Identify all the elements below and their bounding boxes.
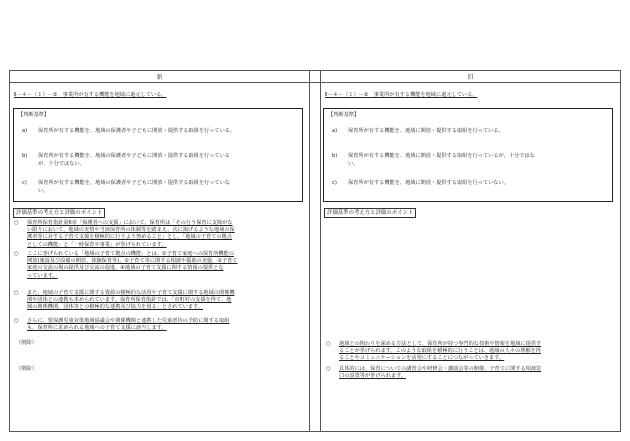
frame-mid-right — [320, 70, 321, 432]
old-criterion-b-text-2: い。 — [348, 161, 359, 167]
old-column-header: 旧 — [467, 74, 474, 81]
new-point-2-line: 家庭の交流の場の提供及び交流の促進、④地域の子育て支援に関する情報の提供とな — [27, 265, 224, 272]
old-point-1 — [339, 341, 541, 363]
new-column-header: 新 — [156, 74, 163, 81]
new-point-3-line: また、地域の子育て支援に関する資源の積極的な活用や子育て支援に関する地域の関係機 — [27, 290, 235, 296]
new-point-4-line: さらに、要保護児童対策地域協議会や関係機関と連携した児童虐待の予防に関する取組 — [27, 318, 230, 324]
new-criterion-c-text-1: 保育所が有する機能を、地域の保護者や子どもに開放・提供する取組を行っていな — [38, 180, 230, 186]
new-point-4-line: も、保育所に求められる地域への子育て支援に該当します。 — [27, 325, 167, 332]
old-point-1-marker: ○ — [326, 341, 331, 347]
new-point-1-line: としての機能」と「一時保育や事業」が挙げられています。 — [27, 241, 167, 248]
frame-bottom — [9, 431, 621, 432]
new-deleted-1: （削除） — [16, 340, 37, 346]
old-criterion-a-marker: a) — [332, 128, 338, 134]
new-criterion-a-text: 保育所が有する機能を、地域の保護者や子どもに開放・提供する取組を行っている。 — [38, 128, 236, 134]
new-point-1-line: い限りにおいて、地域の実情や当該保育所の体制等を踏まえ、次に掲げるような地域の保 — [27, 227, 235, 234]
new-point-2-line: っています。 — [27, 272, 58, 279]
new-point-3-marker: ○ — [14, 290, 19, 296]
old-criterion-c-text: 保育所が有する機能を、地域に開放・提供する取組を行っていない。 — [348, 180, 509, 186]
old-criterion-a-text: 保育所が有する機能を、地域に開放・提供する取組を行っている。 — [348, 128, 504, 134]
new-criterion-c-marker: c) — [22, 180, 27, 186]
old-point-1-line: 地域との関わりを深める方法として、保育所が持つ専門的な技術や情報を地域に提供す — [339, 341, 542, 347]
new-point-3 — [27, 290, 235, 312]
new-point-2-line: 開放(施設及び設備の開放、体験保育等)、②子育て等に関する相談や援助の実施、③子育て — [27, 258, 238, 265]
new-point-1 — [27, 220, 235, 249]
new-points-label: 評価基準の考え方と評価のポイント — [13, 208, 105, 218]
new-criteria-label: 【判断基準】 — [18, 112, 50, 118]
new-title: Ⅱ－４－（１）－② 事業所が有する機能を地域に還元している。 — [14, 92, 167, 98]
new-criterion-b-text-1: 保育所が有する機能を、地域の保護者や子どもに開放・提供する取組を行っている — [38, 153, 230, 159]
new-point-4 — [27, 318, 229, 332]
old-point-1-line: ることが挙げられます。このような取組を積極的に行うことは、地域の人々の理解を得 — [339, 348, 541, 355]
old-criterion-c-marker: c) — [332, 180, 337, 186]
old-point-2 — [339, 366, 541, 380]
frame-left — [9, 70, 10, 432]
old-criteria-label: 【判断基準】 — [328, 112, 360, 118]
frame-top — [9, 70, 621, 71]
new-criteria-box — [13, 108, 303, 202]
old-criterion-b-text-1: 保育所が有する機能を、地域に開放・提供する取組を行っているが、十分ではな — [348, 153, 535, 159]
old-point-2-line: 具体的には、保育についての講習会や研修会・講演会等の開催、子育てに関する相談窓 — [339, 366, 542, 372]
new-point-2-marker: ○ — [14, 251, 19, 257]
new-criterion-b-marker: b) — [22, 153, 28, 159]
new-point-3-line: 域の関係機関、団体等との積極的な連携及び協力を図る」とされています。 — [27, 304, 203, 311]
old-point-1-line: ることやコミュニケーションを活発にすることにつながっていきます。 — [339, 355, 505, 362]
new-point-3-line: 関や団体との連携も求められています。保育所保育指針では、「市町村の支援を得て、地 — [27, 297, 232, 304]
frame-right — [620, 70, 621, 432]
new-criterion-b-text-2: が、十分ではない。 — [38, 161, 85, 167]
frame-header-bottom — [9, 82, 621, 83]
frame-mid-left — [309, 70, 310, 432]
new-criterion-c-text-2: い。 — [38, 188, 49, 194]
new-point-1-line: 護者等に対する子育て支援を積極的に行うよう努めること」とし、「地域の子育ての拠点 — [27, 234, 232, 241]
old-criterion-b-marker: b) — [332, 153, 338, 159]
new-point-4-marker: ○ — [14, 318, 19, 324]
new-criterion-a-marker: a) — [22, 128, 28, 134]
old-points-label: 評価基準の考え方と評価のポイント — [324, 208, 416, 218]
new-point-1-marker: ○ — [14, 220, 19, 226]
old-title: Ⅱ－４－（１）－② 事業所が有する機能を地域に還元している。 — [325, 92, 478, 98]
old-criteria-box — [323, 108, 613, 202]
new-point-1-line: 保育所保育指針第6章「保護者への支援」において、保育所は「その行う保育に支障がな — [27, 220, 233, 226]
old-point-2-line: 口の設置等が挙げられます。 — [339, 373, 407, 380]
new-point-2-line: ここに挙げられている「地域の子育て拠点の機能」とは、①子育て家庭への保育所機能の — [27, 251, 234, 257]
old-point-2-marker: ○ — [326, 366, 331, 372]
new-deleted-2: （削除） — [16, 366, 37, 372]
new-point-2 — [27, 251, 237, 280]
